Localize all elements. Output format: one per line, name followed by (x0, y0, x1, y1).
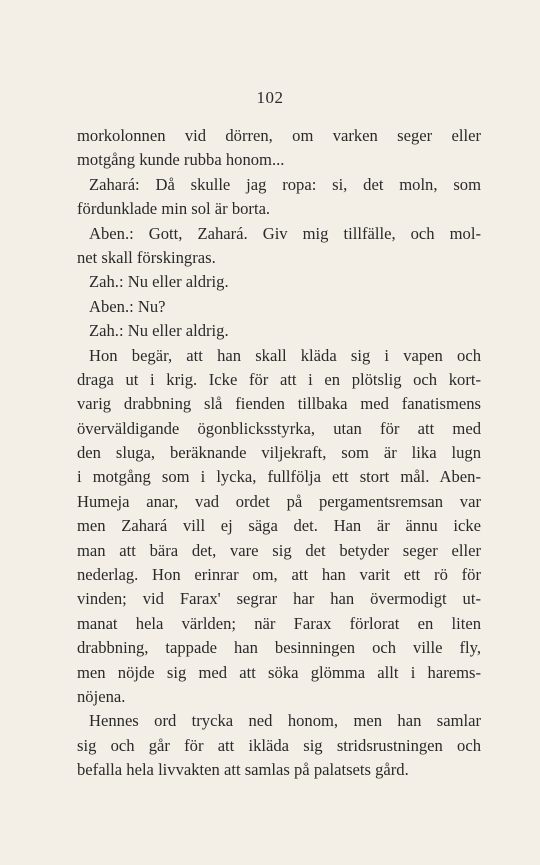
text-line: Zah.: Nu eller aldrig. (89, 272, 229, 292)
text-line: Aben.: Nu? (89, 296, 166, 316)
text-line: vinden; vid Farax' segrar har han övermodigt ut- (77, 589, 481, 609)
text-line: fördunklade min sol är borta. (77, 199, 271, 219)
text-line: nöjena. (77, 686, 126, 706)
text-line: man att bära det, vare sig det betyder seger eller (77, 540, 481, 560)
text-line: draga ut i krig. Icke för att i en plötslig och kort- (77, 369, 481, 389)
text-line: drabbning, tappade han besinningen och ville fly, (77, 638, 481, 658)
text-line: Humeja anar, vad ordet på pergamentsremsan var (77, 491, 481, 511)
text-line: men Zahará vill ej säga det. Han är ännu icke (77, 516, 481, 536)
text-line: morkolonnen vid dörren, om varken seger eller (77, 126, 481, 145)
text-line: i motgång som i lycka, fullfölja ett stort mål. Aben- (77, 467, 481, 487)
text-line: net skall förskingras. (77, 247, 216, 267)
text-line: Hon begär, att han skall kläda sig i vapen och (89, 345, 481, 365)
text-line: sig och går för att ikläda sig stridsrustningen och (77, 735, 481, 755)
text-line: den sluga, beräknande viljekraft, som är lika lugn (77, 443, 481, 463)
text-line: Zahará: Då skulle jag ropa: si, det moln, som (89, 174, 481, 194)
text-line: motgång kunde rubba honom... (77, 150, 285, 170)
text-line: varig drabbning slå fienden tillbaka med fanatismens (77, 394, 481, 414)
text-line: nederlag. Hon erinrar om, att han varit ett rö för (77, 565, 481, 585)
text-line: Aben.: Gott, Zahará. Giv mig tillfälle, och mol- (89, 223, 481, 243)
text-line: Zah.: Nu eller aldrig. (89, 321, 229, 341)
text-line: överväldigande ögonblicksstyrka, utan för att med (77, 418, 481, 438)
text-line: Hennes ord trycka ned honom, men han samlar (89, 711, 481, 731)
text-line: befalla hela livvakten att samlas på palatsets gård. (77, 760, 409, 780)
page-number: 102 (256, 88, 284, 107)
text-line: manat hela världen; när Farax förlorat en liten (77, 613, 481, 633)
body-text (77, 124, 481, 783)
text-line: men nöjde sig med att söka glömma allt i harems- (77, 662, 481, 682)
